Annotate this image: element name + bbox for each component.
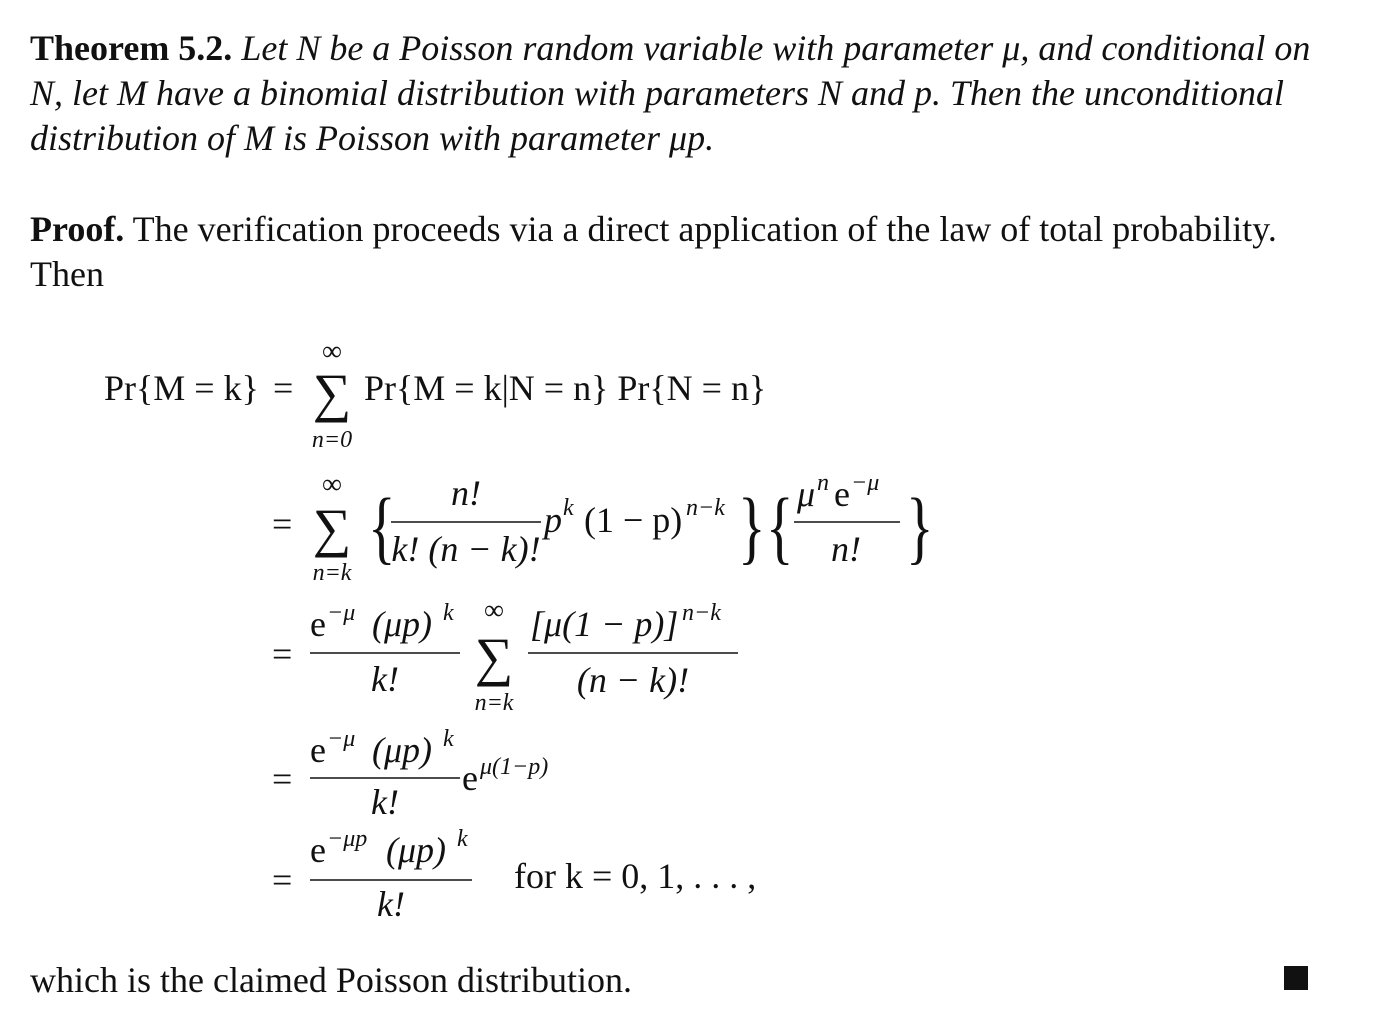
line3-sum-num-exponent: n−k — [682, 600, 721, 626]
sum-sign-3: ∑ — [474, 627, 514, 687]
equals-5: = — [272, 860, 293, 900]
sum-upper-3: ∞ — [484, 595, 504, 626]
line5-e-exponent: −μp — [327, 826, 368, 852]
proof-text: The verification proceeds via a direct application of the law of total probability. Then — [30, 209, 1277, 294]
line4-e-exponent: −μ — [327, 726, 356, 752]
theorem-label: Theorem 5.2. — [30, 28, 233, 68]
line4-mu-p-exponent: k — [443, 726, 454, 752]
theorem-statement: Let N be a Poisson random variable with parameter μ, and conditional on N, let M have a binomial distribution with parameters N and p. Then the unconditional distribution of M is Poisson with parameter μp. — [30, 28, 1311, 158]
line4-e-factor-exponent: μ(1−p) — [480, 754, 549, 780]
line4-mu-p: (μp) — [372, 730, 433, 770]
equals-2: = — [272, 504, 293, 544]
closing-sentence: which is the claimed Poisson distribution. — [30, 960, 632, 1000]
frac1-numerator: n! — [451, 473, 481, 513]
equals-4: = — [272, 759, 293, 799]
line5-mu-p: (μp) — [386, 830, 447, 870]
frac2-mu: μ — [797, 474, 816, 514]
frac2-denominator: n! — [831, 529, 861, 569]
line3-mu-p: (μp) — [372, 604, 433, 644]
line3-mu-p-exponent: k — [443, 600, 454, 626]
line3-e-exponent: −μ — [327, 600, 356, 626]
p-exponent: k — [563, 495, 574, 521]
open-brace-1: { — [368, 482, 396, 573]
close-brace-1: } — [738, 482, 766, 573]
sum-lower-1: n=0 — [311, 427, 353, 453]
sum-upper-1: ∞ — [322, 336, 342, 367]
sum-sign-2: ∑ — [312, 498, 352, 558]
frac2-mu-exponent: n — [817, 470, 829, 496]
line5-mu-p-exponent: k — [457, 826, 468, 852]
line5-k-factorial: k! — [377, 884, 405, 924]
sum-lower-2: n=k — [312, 560, 352, 586]
line4-e-factor: e — [462, 758, 478, 798]
line1-rhs: Pr{M = k|N = n} Pr{N = n} — [364, 368, 767, 408]
equals-3: = — [272, 634, 293, 674]
line3-sum-denominator: (n − k)! — [576, 660, 690, 700]
line3-k-factorial: k! — [371, 659, 399, 699]
sum-lower-3: n=k — [474, 690, 514, 716]
frac1-denominator: k! (n − k)! — [391, 529, 541, 569]
equals-1: = — [273, 368, 294, 408]
line4-k-factorial: k! — [371, 782, 399, 822]
qed-square-icon — [1284, 966, 1308, 990]
one-minus-p: (1 − p) — [584, 500, 683, 540]
p-base: p — [544, 500, 562, 540]
exponent-n-minus-k: n−k — [686, 495, 725, 521]
open-brace-2: { — [766, 482, 794, 573]
line3-e: e — [310, 604, 326, 644]
sum-sign-1: ∑ — [312, 363, 352, 423]
close-brace-2: } — [906, 482, 934, 573]
line5-e: e — [310, 830, 326, 870]
proof-label: Proof. — [30, 209, 125, 249]
line4-e: e — [310, 730, 326, 770]
frac2-e-exponent: −μ — [851, 470, 880, 496]
sum-upper-2: ∞ — [322, 469, 342, 500]
frac2-e: e — [834, 474, 850, 514]
line3-sum-numerator: [μ(1 − p)] — [530, 604, 679, 644]
lhs: Pr{M = k} — [104, 368, 259, 408]
line5-range: for k = 0, 1, . . . , — [514, 856, 757, 896]
